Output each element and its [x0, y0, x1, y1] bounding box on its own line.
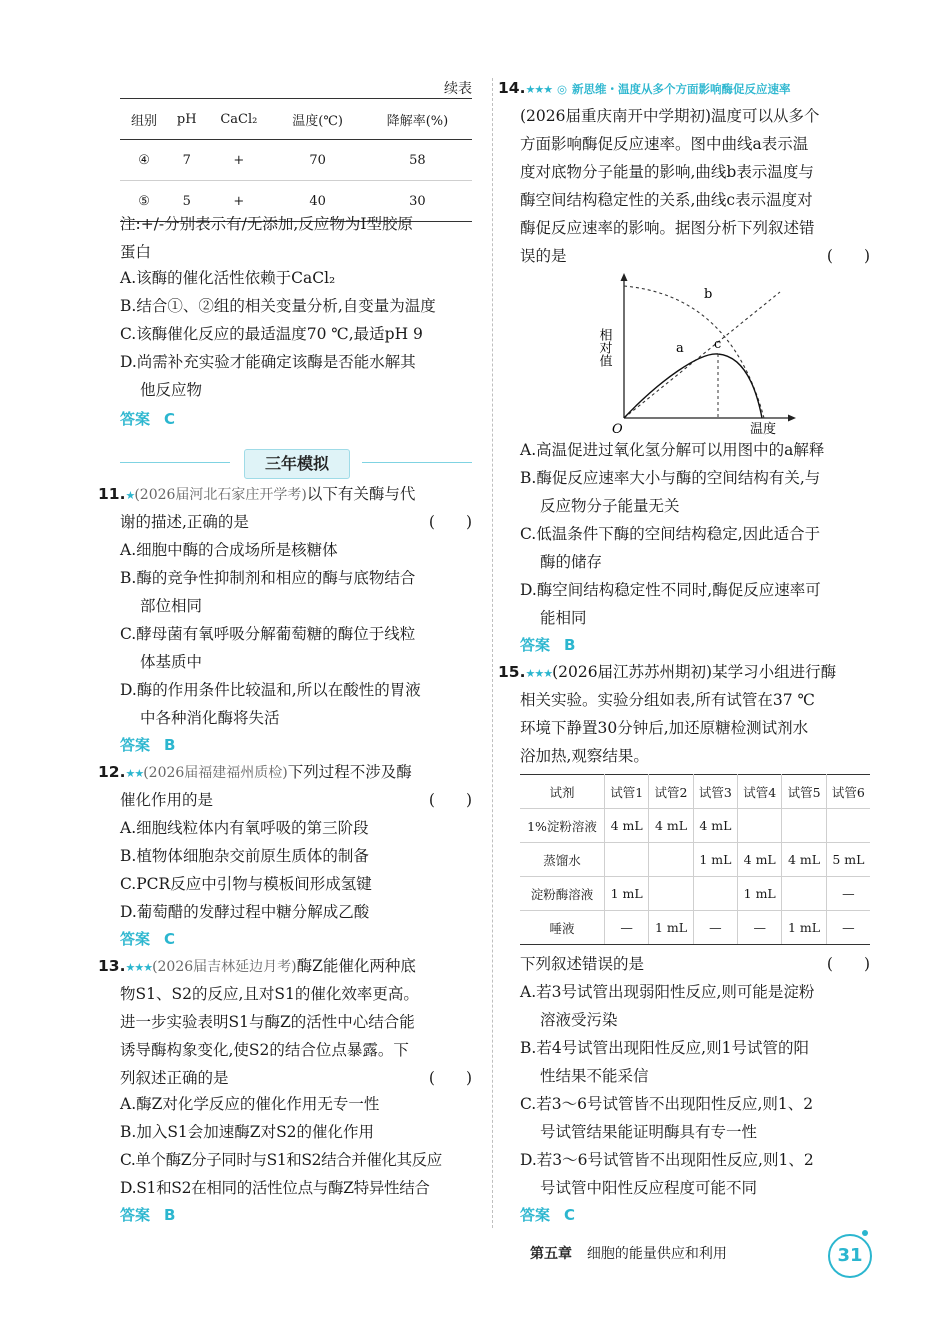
q11-option-d-cont: 中各种消化酶将失活	[140, 709, 280, 727]
th-cacl2: CaCl₂	[205, 99, 272, 140]
answer-label: 答案	[520, 1206, 551, 1224]
cell: —	[738, 911, 782, 945]
q15-option-b-cont: 性结果不能采信	[540, 1067, 649, 1085]
q12-answer	[120, 928, 175, 949]
cell: 1 mL	[605, 877, 649, 911]
q15-stem-line-4: 浴加热,观察结果。	[520, 747, 649, 765]
q10-answer	[120, 408, 175, 429]
answer-label: 答案	[120, 930, 151, 948]
page-number-dot	[862, 1230, 868, 1236]
q14-option-d: D.酶空间结构稳定性不同时,酶促反应速率可	[520, 581, 821, 599]
q14-stem-line-3: 度对底物分子能量的影响,曲线b表示温度与	[520, 163, 814, 181]
q12-option-c: C.PCR反应中引物与模板间形成氢键	[120, 875, 372, 893]
q13-stem-line-5: 列叙述正确的是	[120, 1069, 229, 1087]
cell: 40	[272, 181, 363, 222]
cell	[738, 809, 782, 843]
x-axis-arrow	[788, 415, 796, 422]
cell: 5	[168, 181, 205, 222]
q11-number: 11.	[98, 485, 126, 503]
page-number: 31	[828, 1234, 872, 1278]
q12-stem-line-1	[98, 762, 412, 784]
cell: 30	[363, 181, 472, 222]
th-tube-3: 试管3	[693, 775, 737, 809]
q15-option-a: A.若3号试管出现弱阳性反应,则可能是淀粉	[520, 983, 815, 1001]
answer-value: B	[564, 636, 576, 654]
cell: 蒸馏水	[520, 843, 605, 877]
q15-option-d-cont: 号试管中阳性反应程度可能不同	[540, 1179, 758, 1197]
q12-source: (2026届福建福州质检)	[143, 765, 288, 781]
difficulty-stars: ★★	[125, 767, 144, 780]
table-row	[520, 843, 870, 877]
results-table	[120, 98, 472, 222]
difficulty-stars: ★	[125, 489, 135, 502]
q13-option-b: B.加入S1会加速酶Z对S2的催化作用	[120, 1123, 375, 1141]
q15-stem-text: (2026届江苏苏州期初)某学习小组进行酶	[552, 663, 837, 681]
cell: 4 mL	[605, 809, 649, 843]
q15-stem-line-1	[498, 662, 836, 684]
answer-value: C	[564, 1206, 576, 1224]
q11-option-d: D.酶的作用条件比较温和,所以在酸性的胃液	[120, 681, 421, 699]
cell: 4 mL	[738, 843, 782, 877]
q11-stem-line-1	[98, 484, 415, 506]
y-axis-arrow	[621, 273, 628, 281]
q11-option-c-cont: 体基质中	[140, 653, 203, 671]
th-tube-1: 试管1	[605, 775, 649, 809]
q13-stem-line-2: 物S1、S2的反应,且对S1的催化效率更高。	[120, 985, 419, 1003]
cell: 唾液	[520, 911, 605, 945]
q14-option-b: B.酶促反应速率大小与酶的空间结构有关,与	[520, 469, 821, 487]
cell: 70	[272, 140, 363, 181]
q15-answer-paren: ( )	[826, 955, 870, 973]
column-divider	[492, 78, 493, 1228]
cell: +	[205, 181, 272, 222]
curve-c	[624, 354, 762, 418]
q13-option-d: D.S1和S2在相同的活性位点与酶Z特异性结合	[120, 1179, 430, 1197]
difficulty-stars: ★★★	[525, 83, 553, 96]
th-group: 组别	[120, 99, 168, 140]
answer-value: B	[164, 1206, 176, 1224]
cell: 1 mL	[782, 911, 826, 945]
table-header-row	[120, 99, 472, 140]
cell: 淀粉酶溶液	[520, 877, 605, 911]
q15-option-a-cont: 溶液受污染	[540, 1011, 618, 1029]
q13-answer	[120, 1204, 175, 1225]
banner-title: 三年模拟	[244, 449, 350, 479]
q11-stem-line-2: 谢的描述,正确的是	[120, 513, 249, 531]
q15-answer	[520, 1204, 575, 1225]
q14-option-c-cont: 酶的储存	[540, 553, 603, 571]
cell	[826, 809, 870, 843]
label-c: c	[714, 337, 722, 352]
cell: 1 mL	[738, 877, 782, 911]
section-banner	[120, 449, 472, 477]
banner-line-left	[120, 462, 230, 463]
cell: 4 mL	[693, 809, 737, 843]
q12-option-d: D.葡萄醋的发酵过程中糖分解成乙酸	[120, 903, 370, 921]
q12-answer-paren: ( )	[428, 791, 472, 809]
table-note-line-1: 注:+/-分别表示有/无添加,反应物为Ⅰ型胶原	[120, 215, 413, 233]
cell	[782, 877, 826, 911]
cell: 7	[168, 140, 205, 181]
footer-title: 细胞的能量供应和利用	[586, 1246, 727, 1262]
table-row	[520, 877, 870, 911]
q14-stem-line-2: 方面影响酶促反应速率。图中曲线a表示温	[520, 135, 809, 153]
cell: 4 mL	[649, 809, 693, 843]
q14-stem-line-4: 酶空间结构稳定性的关系,曲线c表示温度对	[520, 191, 813, 209]
cell: 1 mL	[693, 843, 737, 877]
curve-a	[624, 292, 780, 418]
answer-value: B	[164, 736, 176, 754]
footer-chapter: 第五章	[530, 1246, 572, 1262]
th-reagent: 试剂	[520, 775, 605, 809]
q14-answer-paren: ( )	[826, 247, 870, 265]
q12-option-b: B.植物体细胞杂交前原生质体的制备	[120, 847, 369, 865]
cell: —	[605, 911, 649, 945]
table-row	[120, 140, 472, 181]
page-footer	[530, 1243, 727, 1263]
answer-label: 答案	[120, 1206, 151, 1224]
difficulty-stars: ★★★	[125, 961, 153, 974]
q15-option-d: D.若3～6号试管皆不出现阳性反应,则1、2	[520, 1151, 814, 1169]
cell	[693, 877, 737, 911]
table-row	[520, 809, 870, 843]
q12-stem-text: 下列过程不涉及酶	[287, 763, 412, 781]
q13-source: (2026届吉林延边月考)	[152, 959, 297, 975]
q15-option-c-cont: 号试管结果能证明酶具有专一性	[540, 1123, 758, 1141]
q10-option-b: B.结合①、②组的相关变量分析,自变量为温度	[120, 297, 436, 315]
q10-option-a: A.该酶的催化活性依赖于CaCl₂	[120, 269, 336, 287]
q13-answer-paren: ( )	[428, 1069, 472, 1087]
q11-option-c: C.酵母菌有氧呼吸分解葡萄糖的酶位于线粒	[120, 625, 416, 643]
q14-option-a: A.高温促进过氧化氢分解可以用图中的a解释	[520, 441, 825, 459]
answer-label: 答案	[120, 410, 151, 428]
q15-stem-line-2: 相关实验。实验分组如表,所有试管在37 ℃	[520, 691, 815, 709]
temperature-graph	[596, 270, 810, 437]
cell: —	[826, 911, 870, 945]
x-axis-label: 温度	[750, 422, 777, 437]
th-tube-2: 试管2	[649, 775, 693, 809]
q12-number: 12.	[98, 763, 126, 781]
cell: —	[693, 911, 737, 945]
cell: +	[205, 140, 272, 181]
q11-option-a: A.细胞中酶的合成场所是核糖体	[120, 541, 338, 559]
y-axis-label: 相对值	[596, 328, 612, 367]
cell: —	[826, 877, 870, 911]
difficulty-stars: ★★★	[525, 667, 553, 680]
cell	[649, 877, 693, 911]
q13-option-a: A.酶Z对化学反应的催化作用无专一性	[120, 1095, 380, 1113]
q14-tag: 新思维・温度从多个方面影响酶促反应速率	[571, 82, 791, 96]
cell	[605, 843, 649, 877]
experiment-table	[520, 774, 870, 945]
cell: 1%淀粉溶液	[520, 809, 605, 843]
q11-option-b: B.酶的竞争性抑制剂和相应的酶与底物结合	[120, 569, 416, 587]
q15-option-c: C.若3～6号试管皆不出现阳性反应,则1、2	[520, 1095, 814, 1113]
q15-prompt: 下列叙述错误的是	[520, 955, 645, 973]
origin-label: O	[612, 422, 623, 437]
q12-stem-line-2: 催化作用的是	[120, 791, 214, 809]
q10-option-d-cont: 他反应物	[140, 381, 203, 399]
q11-source: (2026届河北石家庄开学考)	[134, 487, 307, 503]
q14-header	[498, 78, 790, 100]
new-thinking-icon: ◎	[557, 82, 568, 96]
q11-option-b-cont: 部位相同	[140, 597, 203, 615]
label-b: b	[704, 287, 713, 302]
q14-answer	[520, 634, 575, 655]
q13-number: 13.	[98, 957, 126, 975]
answer-value: C	[164, 410, 176, 428]
table-row	[520, 911, 870, 945]
th-ph: pH	[168, 99, 205, 140]
cell	[649, 843, 693, 877]
q15-stem-line-3: 环境下静置30分钟后,加还原糖检测试剂水	[520, 719, 809, 737]
table-note-line-2: 蛋白	[120, 243, 152, 261]
cell: 58	[363, 140, 472, 181]
q14-stem-line-6: 误的是	[520, 247, 567, 265]
q14-option-d-cont: 能相同	[540, 609, 587, 627]
q13-option-c: C.单个酶Z分子同时与S1和S2结合并催化其反应	[120, 1151, 442, 1169]
q13-stem-line-3: 进一步实验表明S1与酶Z的活性中心结合能	[120, 1013, 415, 1031]
q11-stem-text: 以下有关酶与代	[306, 485, 416, 503]
cell: 1 mL	[649, 911, 693, 945]
q13-stem-text: 酶Z能催化两种底	[296, 957, 416, 975]
q14-option-c: C.低温条件下酶的空间结构稳定,因此适合于	[520, 525, 821, 543]
q11-answer	[120, 734, 175, 755]
q11-answer-paren: ( )	[428, 513, 472, 531]
th-tube-6: 试管6	[826, 775, 870, 809]
cell: ⑤	[120, 181, 168, 222]
th-tube-5: 试管5	[782, 775, 826, 809]
q10-option-d: D.尚需补充实验才能确定该酶是否能水解其	[120, 353, 416, 371]
label-a: a	[676, 341, 684, 356]
q14-number: 14.	[498, 79, 526, 97]
q13-stem-line-1	[98, 956, 416, 978]
th-rate: 降解率(%)	[363, 99, 472, 140]
answer-label: 答案	[120, 736, 151, 754]
q14-stem-line-1: (2026届重庆南开中学期初)温度可以从多个	[520, 107, 820, 125]
cell	[782, 809, 826, 843]
table-caption: 续表	[444, 81, 472, 97]
th-tube-4: 试管4	[738, 775, 782, 809]
banner-line-right	[362, 462, 472, 463]
answer-label: 答案	[520, 636, 551, 654]
q15-option-b: B.若4号试管出现阳性反应,则1号试管的阳	[520, 1039, 809, 1057]
q15-number: 15.	[498, 663, 526, 681]
q14-stem-line-5: 酶促反应速率的影响。据图分析下列叙述错	[520, 219, 815, 237]
table-header-row	[520, 775, 870, 809]
answer-value: C	[164, 930, 176, 948]
th-temp: 温度(℃)	[272, 99, 363, 140]
q12-option-a: A.细胞线粒体内有氧呼吸的第三阶段	[120, 819, 369, 837]
cell: 5 mL	[826, 843, 870, 877]
q13-stem-line-4: 诱导酶构象变化,使S2的结合位点暴露。下	[120, 1041, 409, 1059]
q10-option-c: C.该酶催化反应的最适温度70 ℃,最适pH 9	[120, 325, 423, 343]
q14-option-b-cont: 反应物分子能量无关	[540, 497, 680, 515]
cell: 4 mL	[782, 843, 826, 877]
cell: ④	[120, 140, 168, 181]
